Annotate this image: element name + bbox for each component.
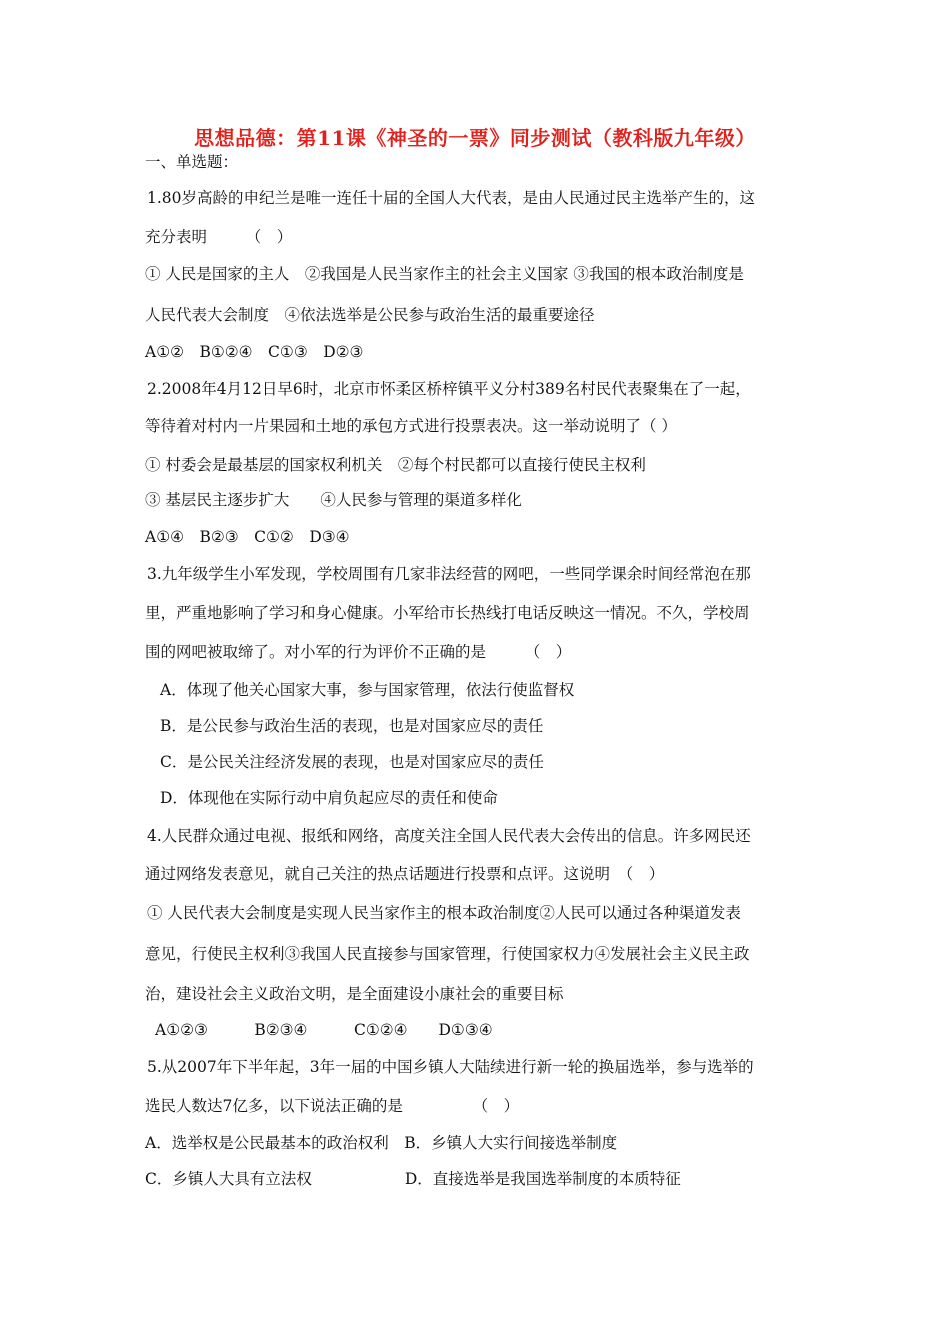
question-4-option-line-3: 治，建设社会主义政治文明，是全面建设小康社会的重要目标 (145, 985, 564, 1003)
question-3-line-3: 围的网吧被取缔了。对小军的行为评价不正确的是 （ ） (145, 643, 572, 661)
question-3-line-1: 3.九年级学生小军发现，学校周围有几家非法经营的网吧，一些同学课余时间经常泡在那 (147, 565, 751, 583)
question-5-line-2: 选民人数达7亿多，以下说法正确的是 （ ） (145, 1097, 520, 1115)
question-3-line-2: 里，严重地影响了学习和身心健康。小军给市长热线打电话反映这一情况。不久，学校周 (145, 604, 750, 622)
question-4-answers: A①②③ B②③④ C①②④ D①③④ (155, 1021, 493, 1039)
question-1-option-line-2: 人民代表大会制度 ④依法选举是公民参与政治生活的最重要途径 (145, 306, 595, 324)
question-4-option-line-1: ① 人民代表大会制度是实现人民当家作主的根本政治制度②人民可以通过各种渠道发表 (147, 904, 741, 922)
question-1-line-2: 充分表明 （ ） (145, 228, 293, 246)
question-5-options-cd: C．乡镇人大具有立法权 D．直接选举是我国选举制度的本质特征 (145, 1170, 681, 1188)
document-title: 思想品德：第11课《神圣的一票》同步测试（教科版九年级） (194, 126, 756, 150)
question-3-option-d: D．体现他在实际行动中肩负起应尽的责任和使命 (160, 789, 498, 807)
question-5-line-1: 5.从2007年下半年起，3年一届的中国乡镇人大陆续进行新一轮的换届选举，参与选举的 (147, 1058, 754, 1076)
question-2-answers: A①④ B②③ C①② D③④ (145, 528, 350, 546)
question-2-line-2: 等待着对村内一片果园和土地的承包方式进行投票表决。这一举动说明了（ ） (145, 417, 677, 435)
question-3-option-a: A．体现了他关心国家大事，参与国家管理，依法行使监督权 (160, 681, 575, 699)
question-3-option-c: C．是公民关注经济发展的表现，也是对国家应尽的责任 (160, 753, 544, 771)
question-1-answers: A①② B①②④ C①③ D②③ (145, 343, 364, 361)
question-3-option-b: B．是公民参与政治生活的表现，也是对国家应尽的责任 (160, 717, 544, 735)
question-4-line-2: 通过网络发表意见，就自己关注的热点话题进行投票和点评。这说明 （ ） (145, 865, 665, 883)
question-4-line-1: 4.人民群众通过电视、报纸和网络，高度关注全国人民代表大会传出的信息。许多网民还 (147, 827, 751, 845)
question-1-line-1: 1.80岁高龄的申纪兰是唯一连任十届的全国人大代表，是由人民通过民主选举产生的，这 (147, 189, 756, 207)
question-4-option-line-2: 意见，行使民主权利③我国人民直接参与国家管理，行使国家权力④发展社会主义民主政 (145, 945, 750, 963)
question-2-option-line-1: ① 村委会是最基层的国家权利机关 ②每个村民都可以直接行使民主权利 (145, 456, 646, 474)
question-2-option-line-2: ③ 基层民主逐步扩大 ④人民参与管理的渠道多样化 (145, 491, 522, 509)
question-5-options-ab: A．选举权是公民最基本的政治权利 B．乡镇人大实行间接选举制度 (145, 1134, 618, 1152)
section-heading: 一、单选题： (145, 153, 239, 171)
question-2-line-1: 2.2008年4月12日早6时，北京市怀柔区桥梓镇平义分村389名村民代表聚集在了一起， (147, 380, 751, 398)
question-1-option-line-1: ① 人民是国家的主人 ②我国是人民当家作主的社会主义国家 ③我国的根本政治制度是 (145, 265, 744, 283)
